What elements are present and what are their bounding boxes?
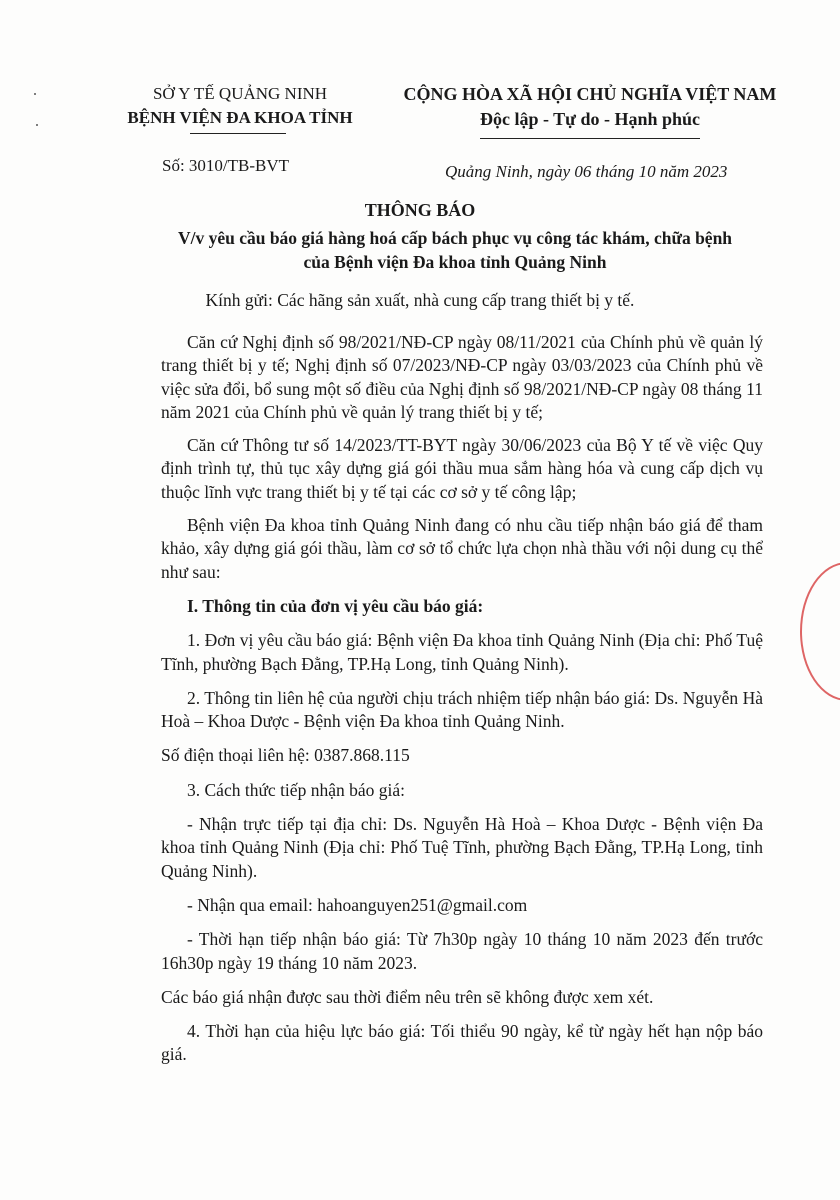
item-receive-deadline: - Thời hạn tiếp nhận báo giá: Từ 7h30p ngày 10 tháng 10 năm 2023 đến trước 16h30p ngày 19 tháng 10 năm 2023. xyxy=(161,929,763,973)
org-line-2: BỆNH VIỆN ĐA KHOA TỈNH xyxy=(127,108,353,127)
scan-speck xyxy=(34,93,36,95)
item-quote-validity: 4. Thời hạn của hiệu lực báo giá: Tối thiểu 90 ngày, kể từ ngày hết hạn nộp báo giá. xyxy=(161,1021,763,1065)
motto-underline xyxy=(480,138,700,139)
subject-line-2: của Bệnh viện Đa khoa tỉnh Quảng Ninh xyxy=(303,252,607,272)
org-line-1: SỞ Y TẾ QUẢNG NINH xyxy=(152,84,328,103)
subject-line-1: V/v yêu cầu báo giá hàng hoá cấp bách phục vụ công tác khám, chữa bệnh xyxy=(177,228,733,248)
item-receive-email: - Nhận qua email: hahoanguyen251@gmail.com xyxy=(187,894,528,915)
scan-speck xyxy=(36,124,38,126)
document-number: Số: 3010/TB-BVT xyxy=(162,156,290,175)
item-contact-person: 2. Thông tin liên hệ của người chịu trách nhiệm tiếp nhận báo giá: Ds. Nguyễn Hà Hoà – Khoa Dược - Bệnh viện Đa khoa tỉnh Quảng Ninh. xyxy=(161,687,763,732)
red-seal-stamp xyxy=(800,562,840,701)
contact-phone: Số điện thoại liên hệ: 0387.868.115 xyxy=(161,745,410,766)
section-heading-1: I. Thông tin của đơn vị yêu cầu báo giá: xyxy=(187,595,484,616)
nation-line-2: Độc lập - Tự do - Hạnh phúc xyxy=(479,109,701,129)
recipient-line: Kính gửi: Các hãng sản xuất, nhà cung cấp trang thiết bị y tế. xyxy=(205,290,635,310)
document-title: THÔNG BÁO xyxy=(364,200,476,220)
item-receive-in-person: - Nhận trực tiếp tại địa chỉ: Ds. Nguyễn Hà Hoà – Khoa Dược - Bệnh viện Đa khoa tỉnh Quảng Ninh (Địa chỉ: Phố Tuệ Tĩnh, phường Bạch Đằng, TP.Hạ Long, tỉnh Quảng Ninh). xyxy=(161,814,763,881)
paragraph-purpose: Bệnh viện Đa khoa tỉnh Quảng Ninh đang có nhu cầu tiếp nhận báo giá để tham khảo, xây dựng giá gói thầu, làm cơ sở tổ chức lựa chọn nhà thầu với nội dung cụ thể như sau: xyxy=(161,515,763,582)
nation-line-1: CỘNG HÒA XÃ HỘI CHỦ NGHĨA VIỆT NAM xyxy=(403,84,777,104)
national-motto xyxy=(390,82,790,132)
paragraph-legal-basis-2: Căn cứ Thông tư số 14/2023/TT-BYT ngày 30/06/2023 của Bộ Y tế về việc Quy định trình tự, thủ tục xây dựng giá gói thầu mua sắm hàng hóa và cung cấp dịch vụ thuộc lĩnh vực trang thiết bị y tế tại các cơ sở y tế công lập; xyxy=(161,435,763,502)
document-subject xyxy=(160,226,750,274)
late-submission-note: Các báo giá nhận được sau thời điểm nêu trên sẽ không được xem xét. xyxy=(161,986,654,1007)
paragraph-legal-basis-1: Căn cứ Nghị định số 98/2021/NĐ-CP ngày 08/11/2021 của Chính phủ về quản lý trang thiết bị y tế; Nghị định số 07/2023/NĐ-CP ngày 03/03/2023 của Chính phủ về việc sửa đổi, bổ sung một số điều của Nghị định số 98/2021/NĐ-CP ngày 08 tháng 11 năm 2021 của Chính phủ về quản lý trang thiết bị y tế; xyxy=(161,332,763,422)
item-receiving-method: 3. Cách thức tiếp nhận báo giá: xyxy=(187,779,405,800)
issuing-organization xyxy=(100,82,380,130)
item-requesting-unit: 1. Đơn vị yêu cầu báo giá: Bệnh viện Đa khoa tỉnh Quảng Ninh (Địa chỉ: Phố Tuệ Tĩnh, phường Bạch Đằng, TP.Hạ Long, tỉnh Quảng Ninh). xyxy=(161,630,763,674)
org-underline xyxy=(190,133,286,134)
date-line: Quảng Ninh, ngày 06 tháng 10 năm 2023 xyxy=(445,162,728,181)
document-body xyxy=(161,331,763,1067)
